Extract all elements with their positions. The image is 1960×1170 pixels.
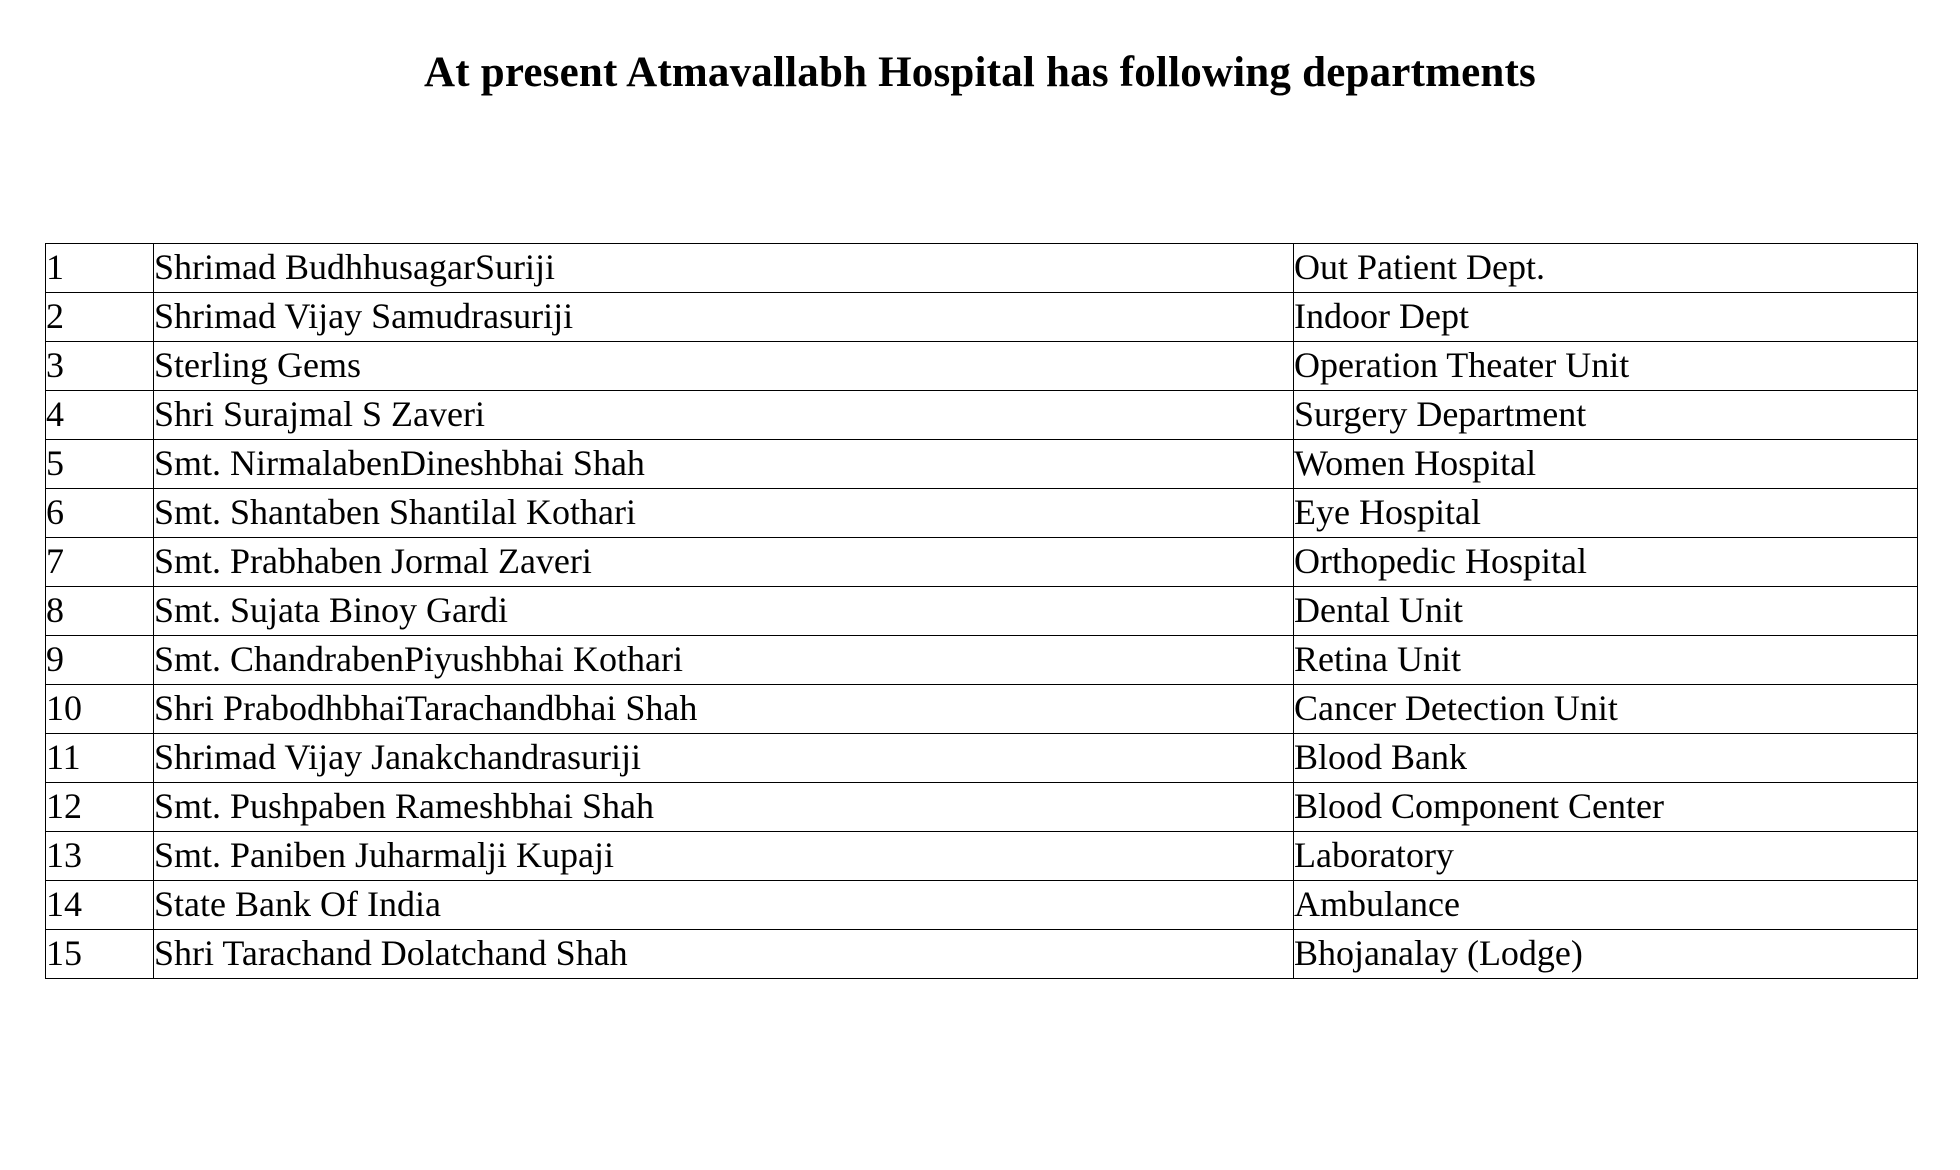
table-row [46,391,1918,440]
row-department: Orthopedic Hospital [1294,538,1918,587]
table-row [46,734,1918,783]
row-number: 7 [46,538,154,587]
row-number: 11 [46,734,154,783]
row-department: Surgery Department [1294,391,1918,440]
table-row [46,440,1918,489]
row-number: 14 [46,881,154,930]
table-body [46,244,1918,979]
row-donor: Smt. Pushpaben Rameshbhai Shah [154,783,1294,832]
row-donor: Smt. Sujata Binoy Gardi [154,587,1294,636]
row-number: 10 [46,685,154,734]
row-department: Blood Component Center [1294,783,1918,832]
row-department: Women Hospital [1294,440,1918,489]
row-department: Out Patient Dept. [1294,244,1918,293]
row-number: 9 [46,636,154,685]
row-number: 13 [46,832,154,881]
row-department: Retina Unit [1294,636,1918,685]
row-department: Blood Bank [1294,734,1918,783]
row-number: 15 [46,930,154,979]
table-row [46,342,1918,391]
row-donor: Shri PrabodhbhaiTarachandbhai Shah [154,685,1294,734]
row-department: Laboratory [1294,832,1918,881]
row-donor: Sterling Gems [154,342,1294,391]
departments-table [45,243,1918,979]
row-number: 8 [46,587,154,636]
table-row [46,538,1918,587]
row-donor: Shri Surajmal S Zaveri [154,391,1294,440]
row-department: Dental Unit [1294,587,1918,636]
table-row [46,293,1918,342]
row-donor: Shrimad Vijay Janakchandrasuriji [154,734,1294,783]
row-donor: Smt. Paniben Juharmalji Kupaji [154,832,1294,881]
row-donor: Shrimad BudhhusagarSuriji [154,244,1294,293]
table-row [46,930,1918,979]
table-row [46,636,1918,685]
row-donor: Smt. Prabhaben Jormal Zaveri [154,538,1294,587]
row-department: Cancer Detection Unit [1294,685,1918,734]
row-donor: Smt. ChandrabenPiyushbhai Kothari [154,636,1294,685]
table-row [46,832,1918,881]
table-row [46,685,1918,734]
row-number: 1 [46,244,154,293]
row-number: 5 [46,440,154,489]
row-department: Bhojanalay (Lodge) [1294,930,1918,979]
row-number: 6 [46,489,154,538]
row-donor: State Bank Of India [154,881,1294,930]
row-donor: Shrimad Vijay Samudrasuriji [154,293,1294,342]
row-number: 2 [46,293,154,342]
row-number: 12 [46,783,154,832]
row-department: Ambulance [1294,881,1918,930]
row-donor: Smt. NirmalabenDineshbhai Shah [154,440,1294,489]
row-department: Eye Hospital [1294,489,1918,538]
table-row [46,244,1918,293]
table-row [46,587,1918,636]
table-row [46,783,1918,832]
table-row [46,489,1918,538]
row-department: Indoor Dept [1294,293,1918,342]
departments-table-container [45,243,1917,979]
row-number: 4 [46,391,154,440]
page-title: At present Atmavallabh Hospital has following departments [424,49,1536,96]
row-donor: Shri Tarachand Dolatchand Shah [154,930,1294,979]
row-number: 3 [46,342,154,391]
row-department: Operation Theater Unit [1294,342,1918,391]
table-row [46,881,1918,930]
row-donor: Smt. Shantaben Shantilal Kothari [154,489,1294,538]
